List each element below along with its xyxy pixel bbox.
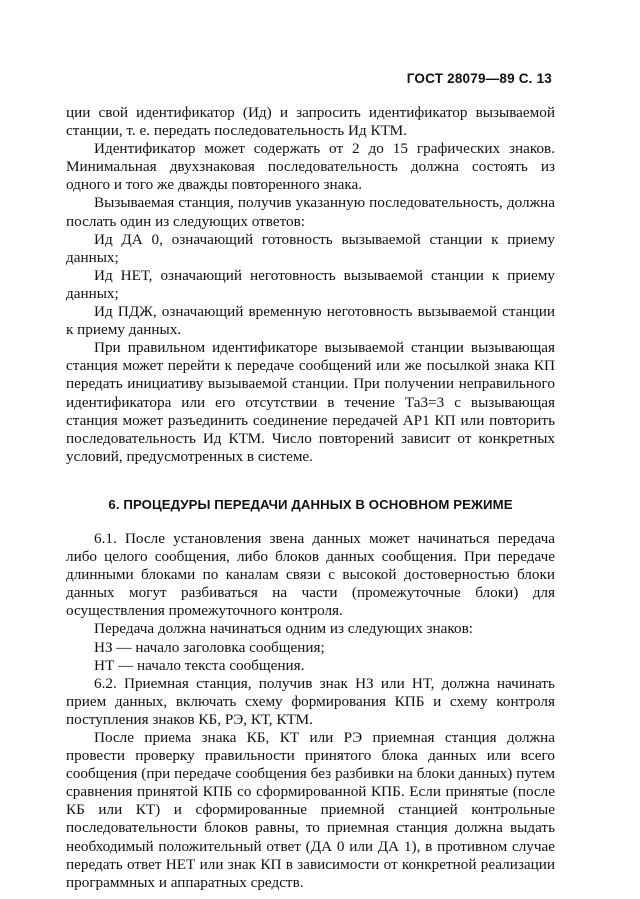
paragraph-6: Ид ПДЖ, означающий временную неготовность вызываемой станции к приему данных. (66, 303, 555, 339)
paragraph-11: НТ — начало текста сообщения. (94, 656, 305, 674)
paragraph-7: При правильном идентификаторе вызываемой станции вызывающая станция может перейти к передаче сообщений или же посылкой знака КП передать инициативу вызываемой станции. При получении неправильного идентификатора или его отсутствии в течение Та3=3 с вызывающая станция может разъединить соединение передачей АР1 КП или повторить последовательность Ид КТМ. Число повторений зависит от конкретных условий, предусмотренных в системе. (66, 339, 555, 465)
paragraph-4: Ид ДА 0, означающий готовность вызываемой станции к приему данных; (66, 230, 555, 266)
running-header: ГОСТ 28079—89 С. 13 (406, 71, 552, 86)
paragraph-3: Вызываемая станция, получив указанную последовательность, должна послать один из следующих ответов: (66, 194, 555, 230)
paragraph-8: 6.1. После установления звена данных может начинаться передача либо целого сообщения, либо блоков данных сообщения. При передаче длинными блоками по каналам связи с высокой достоверностью блоки данных могут разбиваться на части (промежуточные блоки) для осуществления промежуточного контроля. (66, 529, 555, 620)
paragraph-5: Ид НЕТ, означающий неготовность вызываемой станции к приему данных; (66, 266, 555, 302)
section-heading: 6. ПРОЦЕДУРЫ ПЕРЕДАЧИ ДАННЫХ В ОСНОВНОМ РЕЖИМЕ (108, 496, 513, 512)
paragraph-10: НЗ — начало заголовка сообщения; (94, 638, 325, 656)
document-body (66, 104, 555, 892)
paragraph-1: ции свой идентификатор (Ид) и запросить идентификатор вызываемой станции, т. е. передать последовательность Ид КТМ. (66, 104, 555, 140)
paragraph-13: После приема знака КБ, КТ или РЭ приемная станция должна провести проверку правильности принятого блока данных или всего сообщения (при передаче сообщения без разбивки на блоки данных) путем сравнения принятой КПБ со сформированной КПБ. Если принятые (после КБ или КТ) и сформированные приемной станцией контрольные последовательности блоков равны, то приемная станция должна выдать необходимый положительный ответ (ДА 0 или ДА 1), в противном случае передать ответ НЕТ или знак КП в зависимости от конкретной реализации программных и аппаратных средств. (66, 729, 555, 891)
paragraph-12: 6.2. Приемная станция, получив знак НЗ или НТ, должна начинать прием данных, включать схему формирования КПБ и схему контроля поступления знаков КБ, РЭ, КТ, КТМ. (66, 674, 555, 728)
paragraph-9: Передача должна начинаться одним из следующих знаков: (94, 620, 473, 638)
paragraph-2: Идентификатор может содержать от 2 до 15 графических знаков. Минимальная двухзнаковая последовательность должна состоять из одного и того же дважды повторенного знака. (66, 140, 555, 194)
